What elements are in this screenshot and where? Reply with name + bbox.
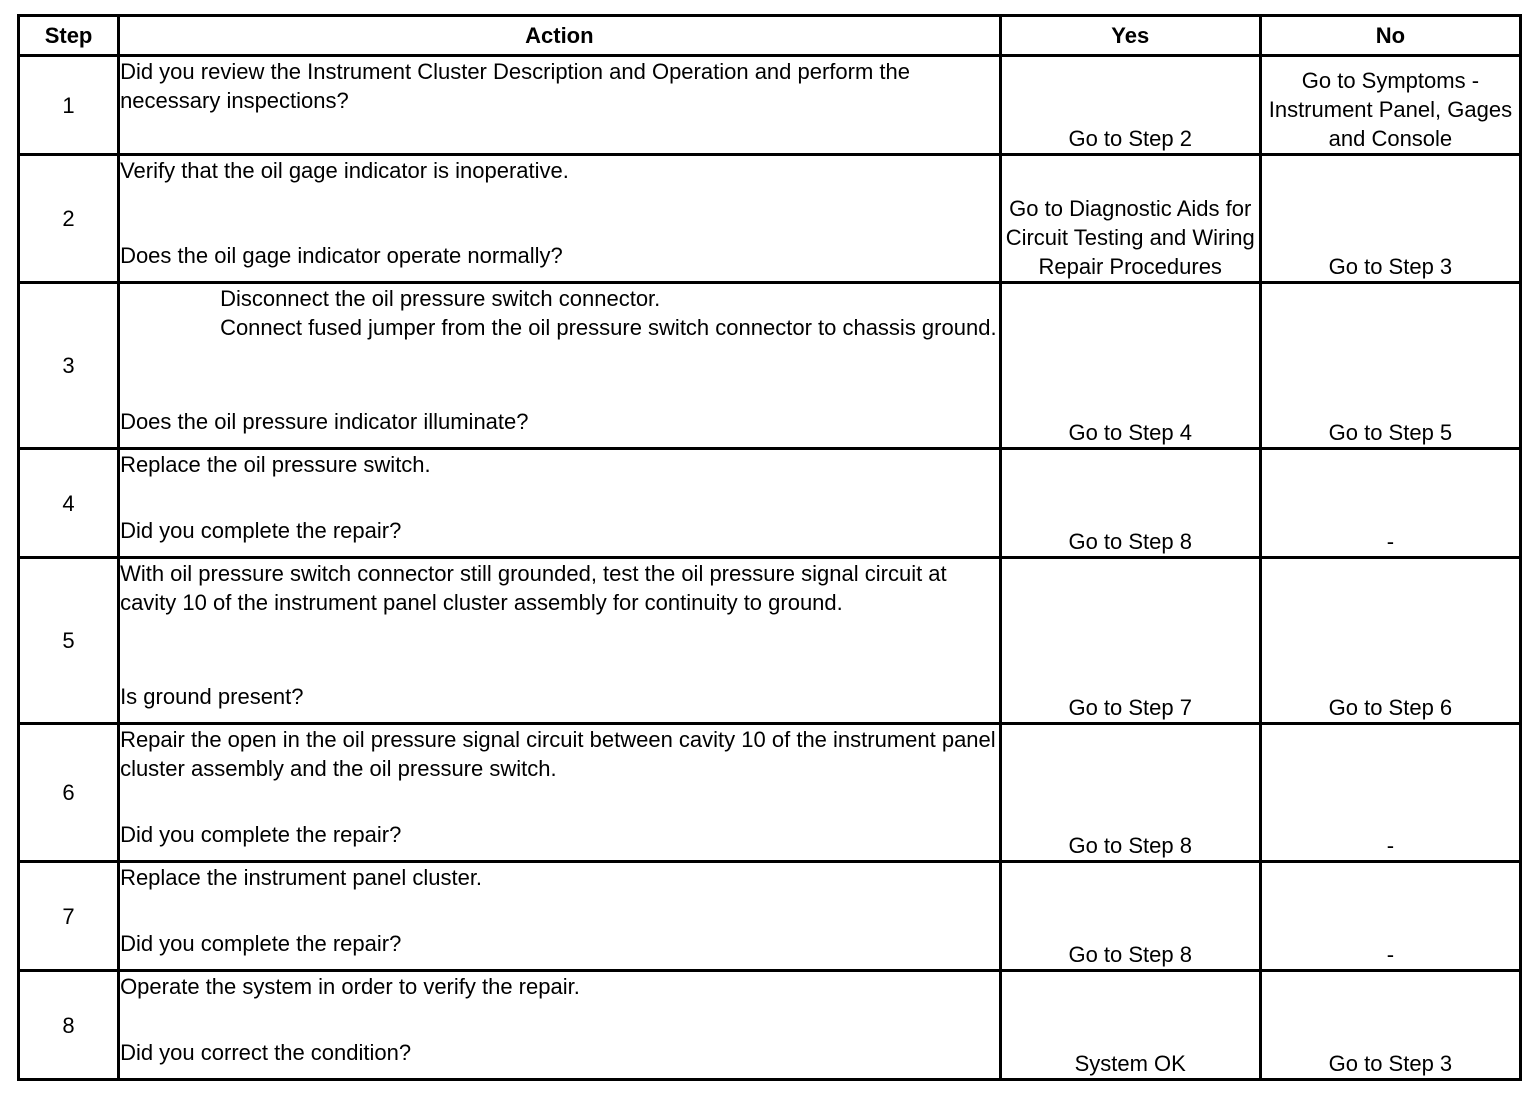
action-text: Did you review the Instrument Cluster Description and Operation and perform the necessary inspections? bbox=[120, 59, 917, 113]
action-question: Did you complete the repair? bbox=[120, 931, 402, 956]
step-number: 2 bbox=[19, 155, 119, 283]
action-cell bbox=[119, 449, 1001, 558]
header-yes: Yes bbox=[1000, 16, 1260, 56]
action-text: Disconnect the oil pressure switch connector. Connect fused jumper from the oil pressure switch connector to chassis ground. bbox=[220, 286, 997, 340]
action-question: Does the oil pressure indicator illuminate? bbox=[120, 409, 529, 434]
action-text: Operate the system in order to verify the repair. bbox=[120, 974, 580, 999]
table-header bbox=[19, 16, 1521, 56]
action-cell bbox=[119, 724, 1001, 862]
no-result: Go to Step 3 bbox=[1260, 155, 1520, 283]
header-action: Action bbox=[119, 16, 1001, 56]
yes-result: Go to Step 7 bbox=[1000, 558, 1260, 724]
yes-result: Go to Step 8 bbox=[1000, 862, 1260, 971]
header-no: No bbox=[1260, 16, 1520, 56]
no-result: Go to Symptoms - Instrument Panel, Gages and Console bbox=[1260, 56, 1520, 155]
action-cell bbox=[119, 56, 1001, 155]
table-row bbox=[19, 449, 1521, 558]
table-row bbox=[19, 283, 1521, 449]
diagnostic-table bbox=[17, 14, 1522, 1081]
action-question: Is ground present? bbox=[120, 684, 304, 709]
yes-result: Go to Diagnostic Aids for Circuit Testing and Wiring Repair Procedures bbox=[1000, 155, 1260, 283]
yes-result: Go to Step 2 bbox=[1000, 56, 1260, 155]
header-step: Step bbox=[19, 16, 119, 56]
table-row bbox=[19, 971, 1521, 1080]
table-row bbox=[19, 558, 1521, 724]
step-number: 1 bbox=[19, 56, 119, 155]
action-text: Replace the oil pressure switch. bbox=[120, 452, 431, 477]
action-text: Replace the instrument panel cluster. bbox=[120, 865, 483, 890]
action-cell bbox=[119, 155, 1001, 283]
action-text: With oil pressure switch connector still grounded, test the oil pressure signal circuit at cavity 10 of the instrument panel cluster assembly for continuity to ground. bbox=[120, 561, 953, 615]
table-row bbox=[19, 862, 1521, 971]
header-row bbox=[19, 16, 1521, 56]
step-number: 4 bbox=[19, 449, 119, 558]
yes-result: System OK bbox=[1000, 971, 1260, 1080]
table-row bbox=[19, 724, 1521, 862]
table-row bbox=[19, 155, 1521, 283]
action-question: Did you complete the repair? bbox=[120, 518, 402, 543]
action-cell bbox=[119, 862, 1001, 971]
step-number: 3 bbox=[19, 283, 119, 449]
table-row bbox=[19, 56, 1521, 155]
no-result: - bbox=[1260, 862, 1520, 971]
action-text: Repair the open in the oil pressure signal circuit between cavity 10 of the instrument panel cluster assembly and the oil pressure switch. bbox=[120, 727, 1002, 781]
yes-result: Go to Step 4 bbox=[1000, 283, 1260, 449]
yes-result: Go to Step 8 bbox=[1000, 449, 1260, 558]
no-result: Go to Step 3 bbox=[1260, 971, 1520, 1080]
action-cell bbox=[119, 971, 1001, 1080]
action-cell bbox=[119, 558, 1001, 724]
step-number: 6 bbox=[19, 724, 119, 862]
action-question: Does the oil gage indicator operate normally? bbox=[120, 243, 563, 268]
step-number: 7 bbox=[19, 862, 119, 971]
table-body bbox=[19, 56, 1521, 1080]
no-result: - bbox=[1260, 724, 1520, 862]
no-result: Go to Step 5 bbox=[1260, 283, 1520, 449]
yes-result: Go to Step 8 bbox=[1000, 724, 1260, 862]
action-question: Did you correct the condition? bbox=[120, 1040, 412, 1065]
action-question: Did you complete the repair? bbox=[120, 822, 402, 847]
no-result: Go to Step 6 bbox=[1260, 558, 1520, 724]
step-number: 8 bbox=[19, 971, 119, 1080]
no-result: - bbox=[1260, 449, 1520, 558]
step-number: 5 bbox=[19, 558, 119, 724]
action-text: Verify that the oil gage indicator is inoperative. bbox=[120, 158, 569, 183]
action-cell bbox=[119, 283, 1001, 449]
